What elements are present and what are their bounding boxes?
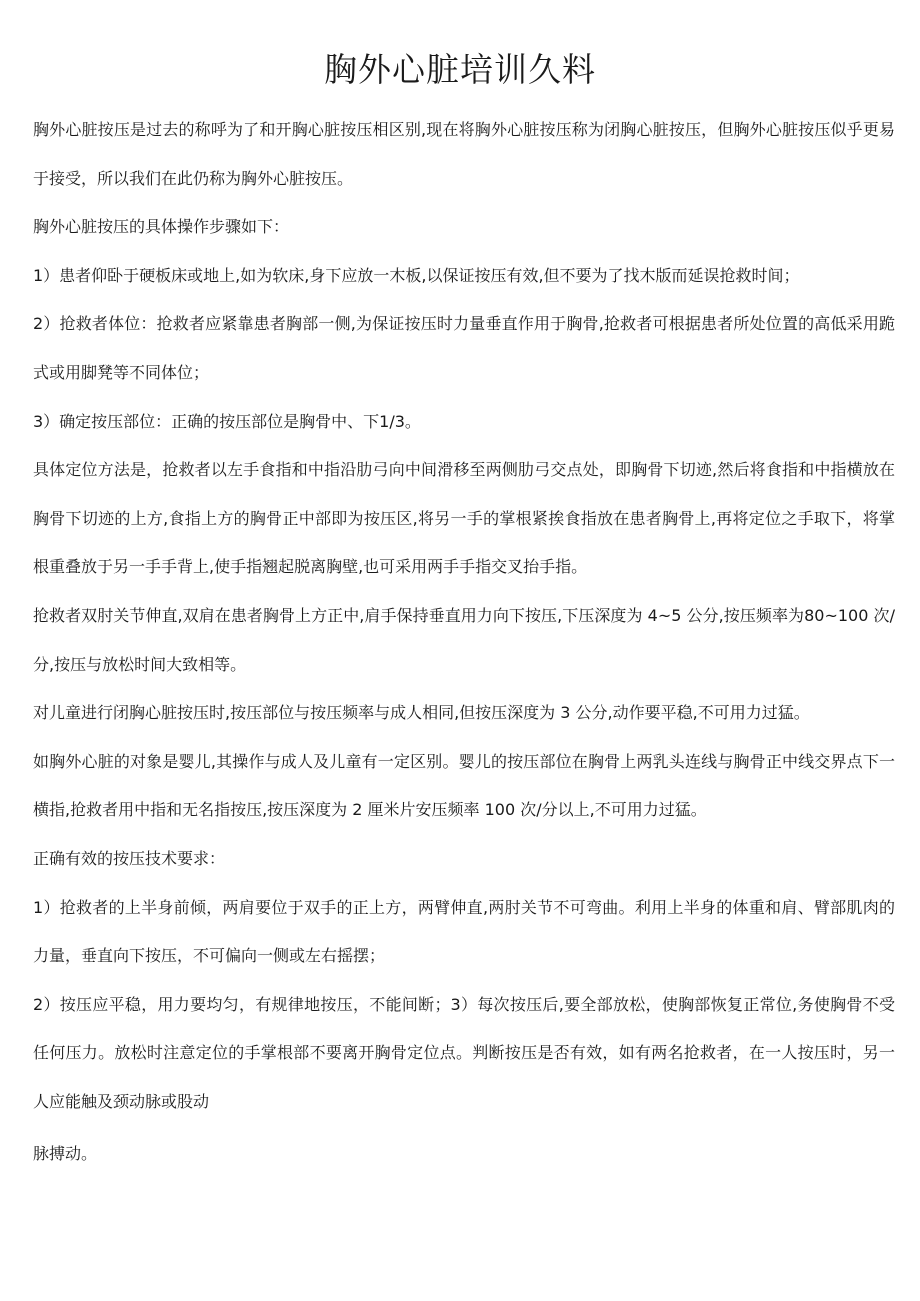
paragraph-intro: 胸外心脏按压是过去的称呼为了和开胸心脏按压相区别,现在将胸外心脏按压称为闭胸心脏按压，但胸外心脏按压似乎更易于接受，所以我们在此仍称为胸外心脏按压。 bbox=[33, 120, 895, 188]
paragraph-step-3: 3）确定按压部位：正确的按压部位是胸骨中、下1/3。 bbox=[33, 411, 421, 431]
paragraph-technique-heading: 正确有效的按压技术要求： bbox=[33, 848, 226, 868]
paragraph-children: 对儿童进行闭胸心脏按压时,按压部位与按压频率与成人相同,但按压深度为 3 公分,动作要平稳,不可用力过猛。 bbox=[33, 703, 810, 723]
paragraph-step-2: 2）抢救者体位：抢救者应紧靠患者胸部一侧,为保证按压时力量垂直作用于胸骨,抢救者可根据患者所处位置的高低采用跪式或用脚凳等不同体位； bbox=[33, 314, 895, 382]
paragraph-compression-depth: 抢救者双肘关节伸直,双肩在患者胸骨上方正中,肩手保持垂直用力向下按压,下压深度为 4~5 公分,按压频率为80~100 次/分,按压与放松时间大致相等。 bbox=[33, 605, 895, 674]
paragraph-steps-heading: 胸外心脏按压的具体操作步骤如下： bbox=[33, 217, 290, 237]
paragraph-technique-2-3: 2）按压应平稳，用力要均匀，有规律地按压，不能间断；3）每次按压后,要全部放松，使胸部恢复正常位,务使胸骨不受任何压力。放松时注意定位的手掌根部不要离开胸骨定位点。判断按压是否有效，如有两名抢救者，在一人按压时，另一人应能触及颈动脉或股动 bbox=[33, 994, 895, 1111]
paragraph-closing: 脉搏动。 bbox=[33, 1144, 98, 1164]
paragraph-infants: 如胸外心脏的对象是婴儿,其操作与成人及儿童有一定区别。婴儿的按压部位在胸骨上两乳头连线与胸骨正中线交界点下一横指,抢救者用中指和无名指按压,按压深度为 2 厘米片安压频率 100 次/分以上,不可用力过猛。 bbox=[33, 751, 895, 820]
paragraph-step-1: 1）患者仰卧于硬板床或地上,如为软床,身下应放一木板,以保证按压有效,但不要为了找木版而延误抢救时间； bbox=[33, 265, 800, 285]
document-title: 胸外心脏培训久料 bbox=[324, 50, 596, 89]
paragraph-positioning-method: 具体定位方法是，抢救者以左手食指和中指沿肋弓向中间滑移至两侧肋弓交点处，即胸骨下切迹,然后将食指和中指横放在胸骨下切迹的上方,食指上方的胸骨正中部即为按压区,将另一手的掌根紧挨食指放在患者胸骨上,再将定位之手取下，将掌根重叠放于另一手手背上,使手指翘起脱离胸壁,也可采用两手手指交叉抬手指。 bbox=[33, 460, 895, 577]
paragraph-technique-1: 1）抢救者的上半身前倾，两肩要位于双手的正上方，两臂伸直,两肘关节不可弯曲。利用上半身的体重和肩、臂部肌肉的力量，垂直向下按压，不可偏向一侧或左右摇摆； bbox=[33, 897, 895, 966]
document-body bbox=[33, 106, 895, 1179]
